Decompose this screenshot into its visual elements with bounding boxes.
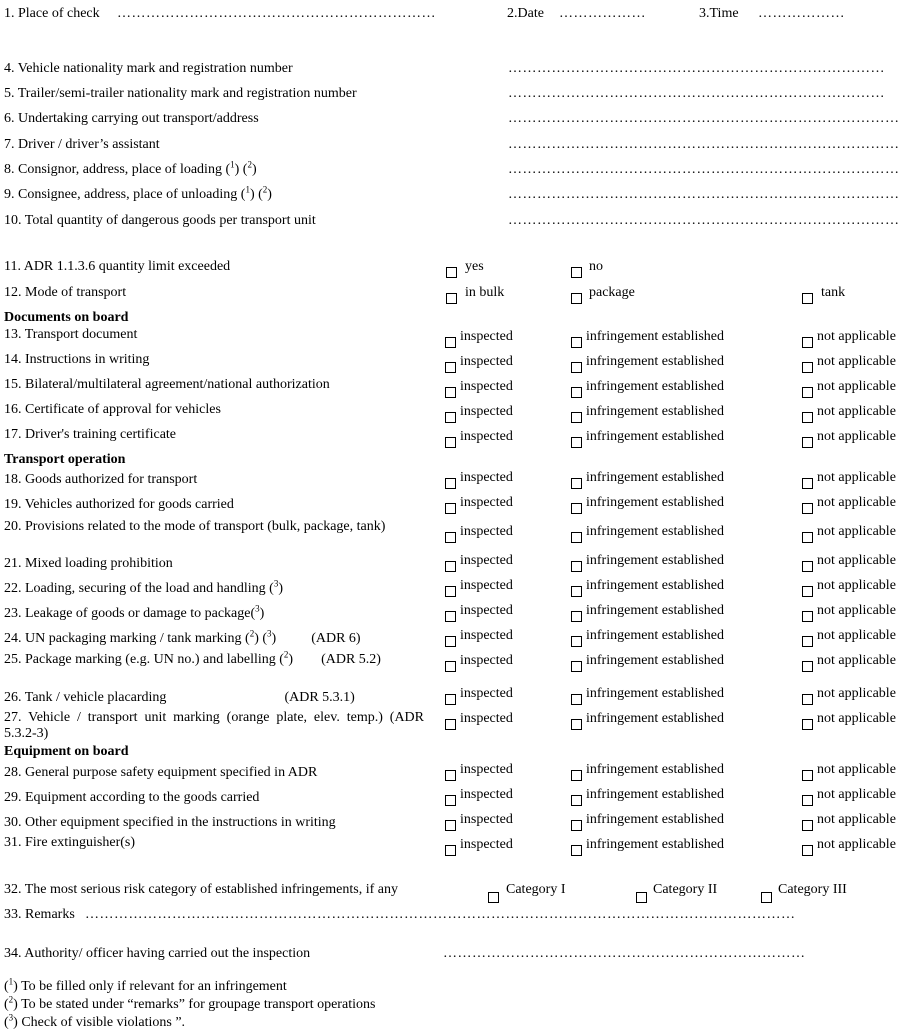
item-30-not-applicable-label: not applicable	[817, 812, 896, 827]
item-25-label: 25. Package marking (e.g. UN no.) and labelling ($^2$) (ADR 5.2)	[4, 649, 381, 667]
item-16-not-applicable-label: not applicable	[817, 404, 896, 419]
item-16-infringement-checkbox[interactable]	[571, 412, 582, 423]
item-14-not-applicable-checkbox[interactable]	[802, 362, 813, 373]
item-28-infringement-checkbox[interactable]	[571, 770, 582, 781]
item-14-inspected-label: inspected	[460, 354, 513, 369]
authority-label: 34. Authority/ officer having carried out the inspection	[4, 946, 311, 961]
item-21-inspected-label: inspected	[460, 553, 513, 568]
q11-yes-checkbox[interactable]	[446, 267, 457, 278]
q12-bulk-label: in bulk	[465, 285, 505, 300]
section-equipment-heading: Equipment on board	[4, 744, 129, 759]
item-15-inspected-label: inspected	[460, 379, 513, 394]
item-26-not-applicable-label: not applicable	[817, 686, 896, 701]
item-17-infringement-checkbox[interactable]	[571, 437, 582, 448]
category-2-checkbox[interactable]	[636, 892, 647, 903]
item-18-inspected-checkbox[interactable]	[445, 478, 456, 489]
place-of-check-label: 1. Place of check	[4, 6, 100, 21]
item-27-inspected-checkbox[interactable]	[445, 719, 456, 730]
item-13-not-applicable-label: not applicable	[817, 329, 896, 344]
item-15-not-applicable-checkbox[interactable]	[802, 387, 813, 398]
q12-bulk-checkbox[interactable]	[446, 293, 457, 304]
field-6-input[interactable]: ………………………………………………………………………	[508, 111, 900, 126]
item-27-not-applicable-label: not applicable	[817, 711, 896, 726]
item-17-inspected-checkbox[interactable]	[445, 437, 456, 448]
q11-no-label: no	[589, 259, 603, 274]
date-field[interactable]: ………………	[559, 6, 646, 21]
q32-label: 32. The most serious risk category of established infringements, if any	[4, 882, 398, 897]
item-31-not-applicable-checkbox[interactable]	[802, 845, 813, 856]
item-19-not-applicable-label: not applicable	[817, 495, 896, 510]
section-transport-heading: Transport operation	[4, 452, 126, 467]
field-5-input[interactable]: ……………………………………………………………………	[508, 86, 885, 101]
field-10-label: 10. Total quantity of dangerous goods per transport unit	[4, 213, 316, 228]
item-19-inspected-label: inspected	[460, 495, 513, 510]
item-15-label: 15. Bilateral/multilateral agreement/national authorization	[4, 377, 330, 392]
remarks-field[interactable]: …………………………………………………………………………………………………………………………………	[85, 907, 796, 922]
item-30-inspected-label: inspected	[460, 812, 513, 827]
field-10-input[interactable]: ………………………………………………………………………	[508, 213, 900, 228]
item-27-infringement-checkbox[interactable]	[571, 719, 582, 730]
item-23-not-applicable-label: not applicable	[817, 603, 896, 618]
item-18-not-applicable-checkbox[interactable]	[802, 478, 813, 489]
item-14-infringement-checkbox[interactable]	[571, 362, 582, 373]
item-17-not-applicable-checkbox[interactable]	[802, 437, 813, 448]
item-29-inspected-label: inspected	[460, 787, 513, 802]
item-13-infringement-checkbox[interactable]	[571, 337, 582, 348]
footnote-3: ($^3$) Check of visible violations ”.	[4, 1012, 186, 1030]
item-19-label: 19. Vehicles authorized for goods carried	[4, 497, 234, 512]
item-24-inspected-label: inspected	[460, 628, 513, 643]
field-5-label: 5. Trailer/semi-trailer nationality mark and registration number	[4, 86, 357, 101]
item-25-infringement-checkbox[interactable]	[571, 661, 582, 672]
item-22-label: 22. Loading, securing of the load and handling ($^3$)	[4, 578, 283, 596]
date-label: 2.Date	[507, 6, 544, 21]
item-13-inspected-label: inspected	[460, 329, 513, 344]
item-26-infringement-label: infringement established	[586, 686, 725, 701]
item-22-inspected-label: inspected	[460, 578, 513, 593]
item-31-inspected-checkbox[interactable]	[445, 845, 456, 856]
item-13-label: 13. Transport document	[4, 327, 138, 342]
item-16-infringement-label: infringement established	[586, 404, 725, 419]
item-27-label: 27. Vehicle / transport unit marking (orange plate, elev. temp.) (ADR 5.3.2-3)	[4, 710, 424, 741]
field-9-label: 9. Consignee, address, place of unloading ($^1$) ($^2$)	[4, 184, 272, 202]
item-21-not-applicable-label: not applicable	[817, 553, 896, 568]
item-30-inspected-checkbox[interactable]	[445, 820, 456, 831]
item-30-infringement-label: infringement established	[586, 812, 725, 827]
item-18-label: 18. Goods authorized for transport	[4, 472, 198, 487]
item-23-infringement-checkbox[interactable]	[571, 611, 582, 622]
item-25-not-applicable-checkbox[interactable]	[802, 661, 813, 672]
item-26-inspected-checkbox[interactable]	[445, 694, 456, 705]
field-4-label: 4. Vehicle nationality mark and registration number	[4, 61, 293, 76]
item-20-not-applicable-label: not applicable	[817, 524, 896, 539]
item-13-infringement-label: infringement established	[586, 329, 725, 344]
item-14-not-applicable-label: not applicable	[817, 354, 896, 369]
item-22-infringement-checkbox[interactable]	[571, 586, 582, 597]
q12-label: 12. Mode of transport	[4, 285, 127, 300]
item-17-inspected-label: inspected	[460, 429, 513, 444]
item-23-infringement-label: infringement established	[586, 603, 725, 618]
item-15-not-applicable-label: not applicable	[817, 379, 896, 394]
q11-yes-label: yes	[465, 259, 484, 274]
item-20-infringement-label: infringement established	[586, 524, 725, 539]
item-27-inspected-label: inspected	[460, 711, 513, 726]
item-28-not-applicable-checkbox[interactable]	[802, 770, 813, 781]
time-label: 3.Time	[699, 6, 739, 21]
section-documents-heading: Documents on board	[4, 310, 129, 325]
item-22-infringement-label: infringement established	[586, 578, 725, 593]
item-31-not-applicable-label: not applicable	[817, 837, 896, 852]
item-25-inspected-checkbox[interactable]	[445, 661, 456, 672]
item-15-infringement-label: infringement established	[586, 379, 725, 394]
time-field[interactable]: ………………	[758, 6, 845, 21]
item-29-infringement-checkbox[interactable]	[571, 795, 582, 806]
q11-no-checkbox[interactable]	[571, 267, 582, 278]
field-8-input[interactable]: ………………………………………………………………………	[508, 162, 900, 177]
item-14-inspected-checkbox[interactable]	[445, 362, 456, 373]
item-14-infringement-label: infringement established	[586, 354, 725, 369]
q12-package-label: package	[589, 285, 635, 300]
item-23-not-applicable-checkbox[interactable]	[802, 611, 813, 622]
item-31-infringement-label: infringement established	[586, 837, 725, 852]
item-26-label: 26. Tank / vehicle placarding (ADR 5.3.1)	[4, 690, 355, 705]
item-26-inspected-label: inspected	[460, 686, 513, 701]
item-20-inspected-label: inspected	[460, 524, 513, 539]
item-30-infringement-checkbox[interactable]	[571, 820, 582, 831]
item-17-label: 17. Driver's training certificate	[4, 427, 177, 442]
item-20-inspected-checkbox[interactable]	[445, 532, 456, 543]
category-1-checkbox[interactable]	[488, 892, 499, 903]
item-29-label: 29. Equipment according to the goods carried	[4, 790, 260, 805]
item-24-not-applicable-label: not applicable	[817, 628, 896, 643]
field-8-label: 8. Consignor, address, place of loading ($^1$) ($^2$)	[4, 159, 257, 177]
category-1-label: Category I	[506, 882, 566, 897]
item-26-infringement-checkbox[interactable]	[571, 694, 582, 705]
field-7-label: 7. Driver / driver’s assistant	[4, 137, 160, 152]
item-23-inspected-checkbox[interactable]	[445, 611, 456, 622]
item-18-infringement-checkbox[interactable]	[571, 478, 582, 489]
item-25-infringement-label: infringement established	[586, 653, 725, 668]
item-21-inspected-checkbox[interactable]	[445, 561, 456, 572]
footnote-2: ($^2$) To be stated under “remarks” for groupage transport operations	[4, 994, 376, 1012]
item-18-not-applicable-label: not applicable	[817, 470, 896, 485]
item-21-infringement-label: infringement established	[586, 553, 725, 568]
item-27-infringement-label: infringement established	[586, 711, 725, 726]
item-22-not-applicable-checkbox[interactable]	[802, 586, 813, 597]
item-17-not-applicable-label: not applicable	[817, 429, 896, 444]
item-20-not-applicable-checkbox[interactable]	[802, 532, 813, 543]
item-17-infringement-label: infringement established	[586, 429, 725, 444]
item-19-not-applicable-checkbox[interactable]	[802, 503, 813, 514]
item-24-inspected-checkbox[interactable]	[445, 636, 456, 647]
item-14-label: 14. Instructions in writing	[4, 352, 150, 367]
item-22-not-applicable-label: not applicable	[817, 578, 896, 593]
item-29-inspected-checkbox[interactable]	[445, 795, 456, 806]
category-3-label: Category III	[778, 882, 847, 897]
item-21-infringement-checkbox[interactable]	[571, 561, 582, 572]
authority-field[interactable]: …………………………………………………………………	[443, 946, 806, 961]
item-20-label: 20. Provisions related to the mode of transport (bulk, package, tank)	[4, 519, 386, 534]
item-27-not-applicable-checkbox[interactable]	[802, 719, 813, 730]
item-21-not-applicable-checkbox[interactable]	[802, 561, 813, 572]
footnote-1: ($^1$) To be filled only if relevant for an infringement	[4, 976, 287, 994]
field-6-label: 6. Undertaking carrying out transport/address	[4, 111, 259, 126]
field-7-input[interactable]: ………………………………………………………………………	[508, 137, 900, 152]
item-28-not-applicable-label: not applicable	[817, 762, 896, 777]
item-24-infringement-label: infringement established	[586, 628, 725, 643]
category-3-checkbox[interactable]	[761, 892, 772, 903]
item-16-inspected-checkbox[interactable]	[445, 412, 456, 423]
item-20-infringement-checkbox[interactable]	[571, 532, 582, 543]
item-18-infringement-label: infringement established	[586, 470, 725, 485]
item-13-inspected-checkbox[interactable]	[445, 337, 456, 348]
item-15-infringement-checkbox[interactable]	[571, 387, 582, 398]
item-24-not-applicable-checkbox[interactable]	[802, 636, 813, 647]
item-25-inspected-label: inspected	[460, 653, 513, 668]
item-31-infringement-checkbox[interactable]	[571, 845, 582, 856]
item-24-infringement-checkbox[interactable]	[571, 636, 582, 647]
item-29-not-applicable-checkbox[interactable]	[802, 795, 813, 806]
item-29-not-applicable-label: not applicable	[817, 787, 896, 802]
item-19-infringement-checkbox[interactable]	[571, 503, 582, 514]
item-25-not-applicable-label: not applicable	[817, 653, 896, 668]
item-30-label: 30. Other equipment specified in the instructions in writing	[4, 815, 336, 830]
q12-package-checkbox[interactable]	[571, 293, 582, 304]
item-22-inspected-checkbox[interactable]	[445, 586, 456, 597]
place-of-check-field[interactable]: …………………………………………………………	[117, 6, 436, 21]
item-26-not-applicable-checkbox[interactable]	[802, 694, 813, 705]
item-30-not-applicable-checkbox[interactable]	[802, 820, 813, 831]
item-16-not-applicable-checkbox[interactable]	[802, 412, 813, 423]
item-31-label: 31. Fire extinguisher(s)	[4, 835, 136, 850]
field-4-input[interactable]: ……………………………………………………………………	[508, 61, 885, 76]
field-9-input[interactable]: ………………………………………………………………………	[508, 187, 900, 202]
q12-tank-label: tank	[821, 285, 846, 300]
q11-label: 11. ADR 1.1.3.6 quantity limit exceeded	[4, 259, 231, 274]
item-31-inspected-label: inspected	[460, 837, 513, 852]
item-28-inspected-label: inspected	[460, 762, 513, 777]
item-28-inspected-checkbox[interactable]	[445, 770, 456, 781]
item-19-infringement-label: infringement established	[586, 495, 725, 510]
item-16-label: 16. Certificate of approval for vehicles	[4, 402, 221, 417]
item-21-label: 21. Mixed loading prohibition	[4, 556, 173, 571]
item-28-label: 28. General purpose safety equipment specified in ADR	[4, 765, 318, 780]
item-16-inspected-label: inspected	[460, 404, 513, 419]
item-24-label: 24. UN packaging marking / tank marking ($^2$) ($^3$) (ADR 6)	[4, 628, 361, 646]
item-29-infringement-label: infringement established	[586, 787, 725, 802]
item-13-not-applicable-checkbox[interactable]	[802, 337, 813, 348]
item-19-inspected-checkbox[interactable]	[445, 503, 456, 514]
q12-tank-checkbox[interactable]	[802, 293, 813, 304]
remarks-label: 33. Remarks	[4, 907, 75, 922]
item-23-label: 23. Leakage of goods or damage to package($^3$)	[4, 603, 265, 621]
item-18-inspected-label: inspected	[460, 470, 513, 485]
item-15-inspected-checkbox[interactable]	[445, 387, 456, 398]
item-28-infringement-label: infringement established	[586, 762, 725, 777]
category-2-label: Category II	[653, 882, 718, 897]
item-23-inspected-label: inspected	[460, 603, 513, 618]
